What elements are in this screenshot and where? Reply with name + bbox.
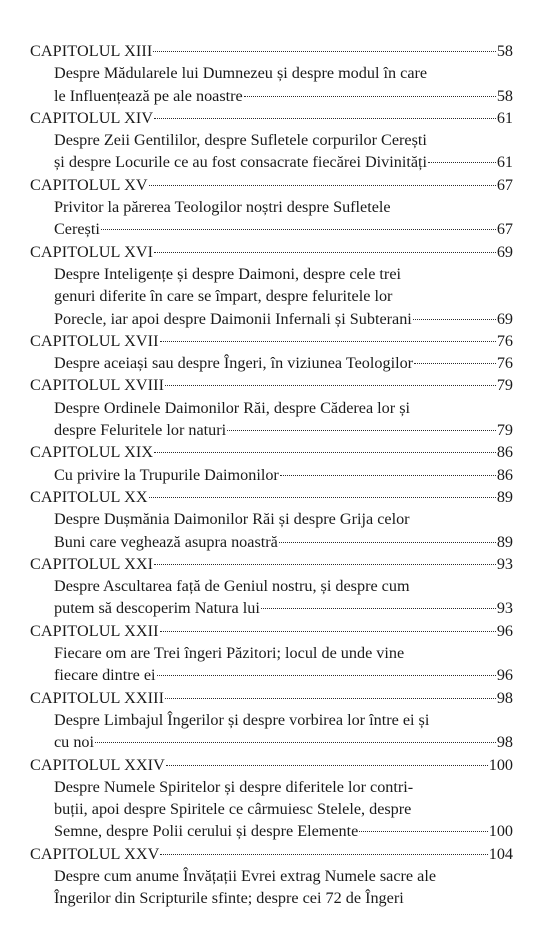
chapter-description xyxy=(30,352,513,374)
dot-leader xyxy=(157,675,496,676)
chapter-description xyxy=(30,709,513,754)
chapter-description xyxy=(30,575,513,620)
dot-leader xyxy=(95,742,496,743)
toc-entry xyxy=(30,441,513,486)
description-last-row xyxy=(54,85,513,107)
chapter-row xyxy=(30,486,513,508)
chapter-page-number: 58 xyxy=(496,42,513,60)
chapter-description xyxy=(30,642,513,687)
description-last-row xyxy=(54,820,513,842)
dot-leader xyxy=(166,765,488,766)
chapter-row xyxy=(30,553,513,575)
dot-leader xyxy=(413,319,496,320)
chapter-description xyxy=(30,776,513,843)
toc-entry xyxy=(30,107,513,174)
description-page-number: 76 xyxy=(496,354,513,373)
chapter-page-number: 104 xyxy=(488,844,513,863)
chapter-title: CAPITOLUL XVII xyxy=(30,331,159,350)
dot-leader xyxy=(279,542,496,543)
chapter-description xyxy=(30,129,513,174)
description-last-row xyxy=(54,597,513,619)
chapter-title: CAPITOLUL XXI xyxy=(30,554,154,573)
chapter-description xyxy=(30,508,513,553)
chapter-title: CAPITOLUL XXIII xyxy=(30,688,165,707)
chapter-title: CAPITOLUL XVIII xyxy=(30,376,165,395)
description-last-row xyxy=(54,419,513,441)
chapter-description xyxy=(30,196,513,241)
dot-leader xyxy=(154,118,496,119)
description-line: putem să descoperim Natura lui xyxy=(54,599,260,618)
dot-leader xyxy=(153,51,495,52)
dot-leader xyxy=(359,831,487,832)
description-page-number: 100 xyxy=(488,822,513,841)
toc-entry xyxy=(30,754,513,843)
chapter-page-number: 61 xyxy=(496,108,513,127)
chapter-page-number: 86 xyxy=(496,443,513,462)
description-page-number: 69 xyxy=(496,309,513,328)
description-page-number: 86 xyxy=(496,465,513,484)
description-last-row xyxy=(54,664,513,686)
description-line: Îngerilor din Scripturile sfinte; despre cei 72 de Îngeri xyxy=(54,889,404,908)
description-line: Fiecare om are Trei îngeri Păzitori; locul de unde vine xyxy=(54,644,405,663)
dot-leader xyxy=(414,363,496,364)
description-line: genuri diferite în care se împart, despre feluritele lor xyxy=(54,287,393,306)
description-page-number: 93 xyxy=(496,599,513,618)
chapter-row xyxy=(30,107,513,129)
toc-entry xyxy=(30,620,513,687)
description-last-row xyxy=(54,151,513,173)
description-page-number: 58 xyxy=(496,86,513,105)
dot-leader xyxy=(160,631,496,632)
dot-leader xyxy=(149,185,496,186)
toc-entry xyxy=(30,486,513,553)
chapter-row xyxy=(30,687,513,709)
description-last-row xyxy=(54,531,513,553)
chapter-page-number: 79 xyxy=(496,376,513,395)
chapter-row xyxy=(30,241,513,263)
toc-entry xyxy=(30,174,513,241)
chapter-title: CAPITOLUL XVI xyxy=(30,242,154,261)
dot-leader xyxy=(244,96,496,97)
description-last-row xyxy=(54,731,513,753)
chapter-row xyxy=(30,40,513,62)
dot-leader xyxy=(101,229,496,230)
chapter-description xyxy=(30,865,513,910)
description-page-number: 89 xyxy=(496,532,513,551)
chapter-title: CAPITOLUL XXII xyxy=(30,621,159,640)
description-page-number: 67 xyxy=(496,220,513,239)
dot-leader xyxy=(149,497,496,498)
description-line: Buni care veghează asupra noastră xyxy=(54,532,278,551)
dot-leader xyxy=(227,430,496,431)
chapter-row xyxy=(30,174,513,196)
chapter-page-number: 76 xyxy=(496,331,513,350)
dot-leader xyxy=(154,564,496,565)
description-line: Cerești xyxy=(54,220,100,239)
description-line: Cu privire la Trupurile Daimonilor xyxy=(54,465,279,484)
description-page-number: 98 xyxy=(496,733,513,752)
description-last-row xyxy=(54,218,513,240)
toc-entry xyxy=(30,241,513,330)
chapter-title: CAPITOLUL XIV xyxy=(30,108,154,127)
description-page-number: 96 xyxy=(496,666,513,685)
chapter-page-number: 89 xyxy=(496,487,513,506)
toc-entry xyxy=(30,687,513,754)
description-line: despre Feluritele lor naturi xyxy=(54,421,227,440)
chapter-title: CAPITOLUL XXV xyxy=(30,844,160,863)
description-last-row xyxy=(54,308,513,330)
toc-entry xyxy=(30,843,513,910)
chapter-row xyxy=(30,843,513,865)
chapter-description xyxy=(30,464,513,486)
toc-entry xyxy=(30,330,513,375)
description-line: Despre Zeii Gentililor, despre Sufletele corpurilor Cerești xyxy=(54,131,427,150)
toc-entry xyxy=(30,40,513,107)
chapter-description xyxy=(30,62,513,107)
description-line: le Influențează pe ale noastre xyxy=(54,86,243,105)
description-line: Despre Dușmănia Daimonilor Răi și despre Grija celor xyxy=(54,510,410,529)
chapter-row xyxy=(30,620,513,642)
dot-leader xyxy=(165,385,496,386)
chapter-page-number: 67 xyxy=(496,175,513,194)
description-line: Despre Limbajul Îngerilor și despre vorbirea lor între ei și xyxy=(54,710,430,729)
chapter-row xyxy=(30,330,513,352)
dot-leader xyxy=(154,452,496,453)
dot-leader xyxy=(165,698,496,699)
chapter-page-number: 100 xyxy=(488,755,513,774)
description-line: Privitor la părerea Teologilor noștri despre Sufletele xyxy=(54,198,391,217)
description-line: și despre Locurile ce au fost consacrate fiecărei Divinități xyxy=(54,153,428,172)
description-line: Semne, despre Polii cerului și despre Elemente xyxy=(54,822,359,841)
description-line: fiecare dintre ei xyxy=(54,666,156,685)
chapter-page-number: 96 xyxy=(496,621,513,640)
description-page-number: 61 xyxy=(496,153,513,172)
description-line: Despre aceiași sau despre Îngeri, în viziunea Teologilor xyxy=(54,354,414,373)
chapter-description xyxy=(30,263,513,330)
chapter-row xyxy=(30,374,513,396)
chapter-page-number: 98 xyxy=(496,688,513,707)
chapter-title: CAPITOLUL XIII xyxy=(30,42,153,60)
chapter-description xyxy=(30,397,513,442)
chapter-page-number: 93 xyxy=(496,554,513,573)
chapter-page-number: 69 xyxy=(496,242,513,261)
description-line: Despre Mădularele lui Dumnezeu și despre modul în care xyxy=(54,64,428,83)
toc-entry xyxy=(30,553,513,620)
description-line: Despre Inteligențe și despre Daimoni, despre cele trei xyxy=(54,264,401,283)
description-line: Despre cum anume Învățații Evrei extrag Numele sacre ale xyxy=(54,866,437,885)
dot-leader xyxy=(261,608,496,609)
description-line: buții, apoi despre Spiritele ce cârmuiesc Stelele, despre xyxy=(54,800,412,819)
chapter-title: CAPITOLUL XXIV xyxy=(30,755,165,774)
chapter-title: CAPITOLUL XV xyxy=(30,175,148,194)
description-line: Despre Numele Spiritelor și despre diferitele lor contri- xyxy=(54,777,414,796)
chapter-title: CAPITOLUL XX xyxy=(30,487,148,506)
dot-leader xyxy=(428,162,496,163)
description-last-row xyxy=(54,464,513,486)
dot-leader xyxy=(280,475,496,476)
dot-leader xyxy=(160,341,496,342)
description-line: cu noi xyxy=(54,733,95,752)
description-page-number: 79 xyxy=(496,421,513,440)
description-line: Despre Ordinele Daimonilor Răi, despre Căderea lor și xyxy=(54,398,411,417)
dot-leader xyxy=(154,252,496,253)
description-line: Porecle, iar apoi despre Daimonii Infernali și Subterani xyxy=(54,309,412,328)
chapter-row xyxy=(30,754,513,776)
description-line: Despre Ascultarea față de Geniul nostru, și despre cum xyxy=(54,577,410,596)
toc-entry xyxy=(30,374,513,441)
description-last-row xyxy=(54,352,513,374)
chapter-title: CAPITOLUL XIX xyxy=(30,443,154,462)
chapter-row xyxy=(30,441,513,463)
dot-leader xyxy=(160,854,487,855)
